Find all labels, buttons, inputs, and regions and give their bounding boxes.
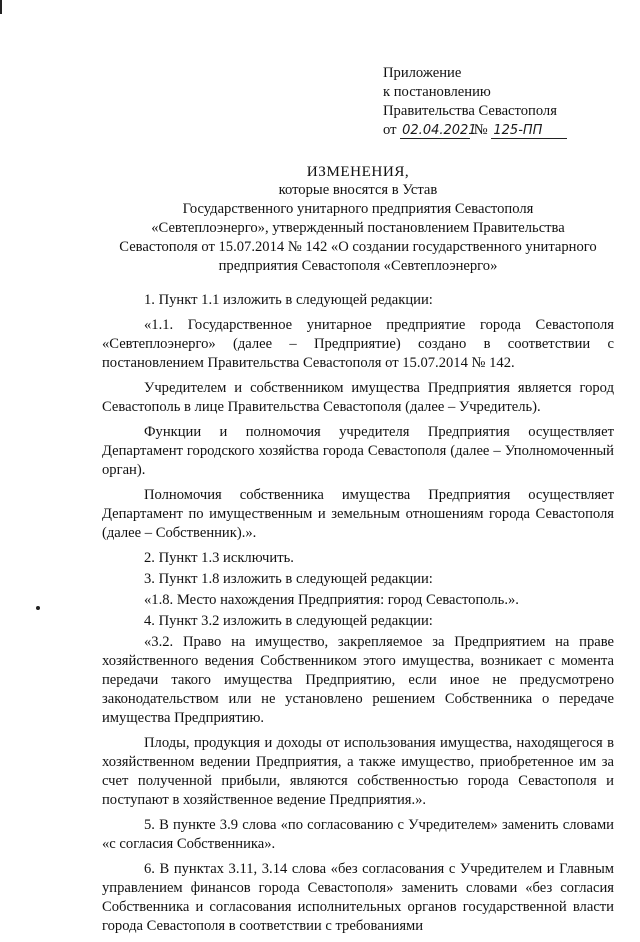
paragraph: «1.1. Государственное унитарное предприятие города Севастополя «Севтеплоэнерго» (далее – Предприятие) создано в соответствии с постановлением Правительства Севастополя от 15.07.2014 № 142. bbox=[102, 317, 614, 371]
title-heading: ИЗМЕНЕНИЯ, bbox=[306, 163, 410, 180]
handwritten-number: 125-ПП bbox=[491, 123, 567, 139]
title-line: предприятия Севастополя «Севтеплоэнерго» bbox=[218, 258, 498, 274]
paragraph: Плоды, продукция и доходы от использования имущества, находящегося в хозяйственном ведении Предприятия, а также имущество, приобретенное им за счет полученной прибыли, являются собственностью города Севастополя и поступают в хозяйственное ведение Предприятия.». bbox=[102, 735, 614, 808]
handwritten-date: 02.04.2021 bbox=[402, 123, 477, 138]
appendix-line: к постановлению bbox=[383, 84, 491, 100]
appendix-line: Правительства Севастополя bbox=[383, 103, 557, 119]
paragraph: 2. Пункт 1.3 исключить. bbox=[144, 550, 294, 566]
number-sign: № bbox=[473, 122, 488, 138]
title-line: Государственного унитарного предприятия Севастополя bbox=[182, 201, 534, 217]
title-line: «Севтеплоэнерго», утвержденный постановлением Правительства bbox=[151, 220, 565, 236]
paragraph: «3.2. Право на имущество, закрепляемое за Предприятием на праве хозяйственного ведения Собственником этого имущества, возникает с момента передачи такого имущества Предприятию, если иное не предусмотрено законодательством или не установлено решением Собственника о передаче имущества Предприятию. bbox=[102, 634, 614, 726]
appendix-line: Приложение bbox=[383, 65, 462, 81]
paragraph: «1.8. Место нахождения Предприятия: город Севастополь.». bbox=[144, 592, 519, 608]
paragraph: Функции и полномочия учредителя Предприятия осуществляет Департамент городского хозяйства города Севастополя (далее – Уполномоченный орган). bbox=[102, 424, 614, 478]
scan-dot bbox=[36, 606, 40, 610]
paragraph: 1. Пункт 1.1 изложить в следующей редакции: bbox=[144, 292, 433, 308]
scan-edge-mark bbox=[0, 0, 2, 14]
paragraph: 3. Пункт 1.8 изложить в следующей редакции: bbox=[144, 571, 433, 587]
title-line: Севастополя от 15.07.2014 № 142 «О создании государственного унитарного bbox=[119, 239, 597, 255]
appendix-date-line bbox=[383, 121, 623, 140]
document-body bbox=[102, 291, 614, 942]
paragraph: 5. В пункте 3.9 слова «по согласованию с Учредителем» заменить словами «с согласия Собственника». bbox=[102, 817, 614, 852]
paragraph: Учредителем и собственником имущества Предприятия является город Севастополь в лице Правительства Севастополя (далее – Учредитель). bbox=[102, 380, 614, 415]
document-title bbox=[102, 162, 614, 276]
paragraph: 6. В пунктах 3.11, 3.14 слова «без согласования с Учредителем и Главным управлением финансов города Севастополя» заменить словами «без согласия Собственника и согласования исполнительных органов государственной власти города Севастополя в соответствии с требованиями bbox=[102, 861, 614, 934]
paragraph: Полномочия собственника имущества Предприятия осуществляет Департамент по имущественным и земельным отношениям города Севастополя (далее – Собственник).». bbox=[102, 487, 614, 541]
title-line: которые вносятся в Устав bbox=[278, 182, 438, 198]
appendix-block bbox=[383, 64, 623, 140]
paragraph: 4. Пункт 3.2 изложить в следующей редакции: bbox=[144, 613, 433, 629]
date-prefix: от bbox=[383, 122, 397, 138]
